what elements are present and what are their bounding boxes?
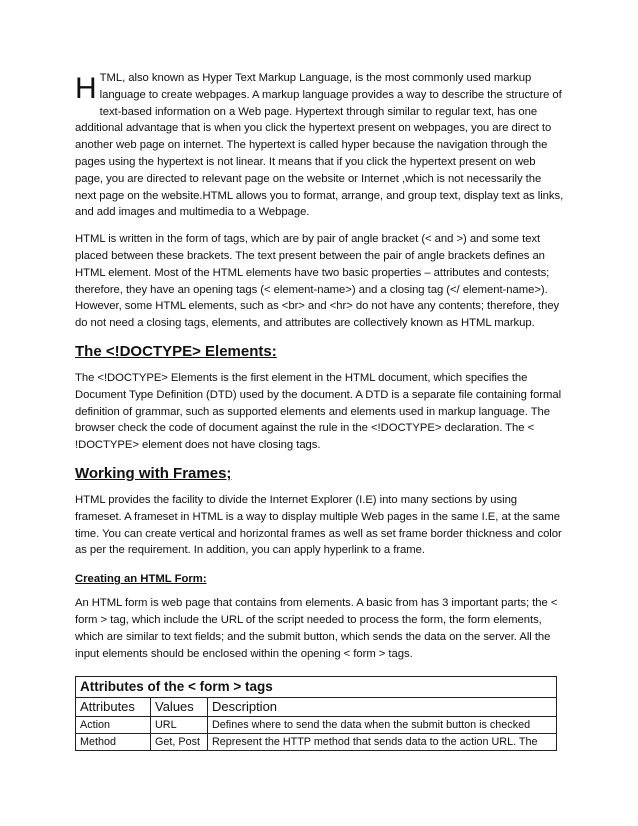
form-heading: Creating an HTML Form: [75, 573, 207, 586]
form-paragraph: An HTML form is web page that contains from elements. A basic from has 3 important parts; the < form > tag, which include the URL of the script needed to process the form, the form elements, which are similar to text fields; and the submit button, which sends the data on the server. All the input elements should be enclosed within the opening < form > tags. [75, 597, 558, 660]
table-title: Attributes of the < form > tags [76, 677, 557, 698]
column-header: Description [208, 698, 557, 717]
doctype-heading: The <!DOCTYPE> Elements: [75, 342, 277, 360]
table-row [76, 734, 557, 751]
table-cell: URL [151, 717, 208, 734]
intro-text: TML, also known as Hyper Text Markup Language, is the most commonly used markup language to create webpages. A markup language provides a way to describe the structure of text-based information on a Web page. Hypertext through similar to regular text, has one additional advantage that is when you click the hypertext present on webpages, you are direct to another web page on internet. The hypertext is called hyper because the navigation through the pages using the hypertext is not linear. It means that if you click the hypertext present on web page, you are directed to relevant page on the website or Internet ,which is not necessarily the next page on the website.HTML allows you to format, arrange, and group text, display text as links, and add images and multimedia to a Webpage. [75, 72, 564, 219]
drop-cap: H [75, 72, 97, 105]
table-cell: Get, Post [151, 734, 208, 751]
doctype-paragraph: The <!DOCTYPE> Elements is the first element in the HTML document, which specifies the Document Type Definition (DTD) used by the document. A DTD is a separate file containing formal definition of grammar, such as supported elements and elements used in markup language. The browser check the code of document against the rule in the <!DOCTYPE> declaration. The < !DOCTYPE> element does not have closing tags. [75, 371, 562, 452]
table-row [76, 717, 557, 734]
column-header: Attributes [76, 698, 151, 717]
table-cell: Method [76, 734, 151, 751]
table-cell: Represent the HTTP method that sends data to the action URL. The [208, 734, 557, 751]
frames-paragraph: HTML provides the facility to divide the Internet Explorer (I.E) into many sections by using frameset. A frameset in HTML is a way to display multiple Web pages in the same I.E, at the same time. You can create vertical and horizontal frames as well as set frame border thickness and color as per the requirement. In addition, you can apply hyperlink to a frame. [75, 493, 562, 557]
column-header: Values [151, 698, 208, 717]
table-header-row [76, 698, 557, 717]
table-cell: Action [76, 717, 151, 734]
frames-heading: Working with Frames; [75, 464, 232, 482]
intro-paragraph [75, 70, 565, 221]
table-cell: Defines where to send the data when the submit button is checked [208, 717, 557, 734]
form-attributes-table [75, 676, 557, 751]
tags-paragraph: HTML is written in the form of tags, which are by pair of angle bracket (< and >) and some text placed between these brackets. The text present between the pair of angle brackets defines an HTML element. Most of the HTML elements have two basic properties – attributes and contests; therefore, they have an opening tags (< element-name>) and a closing tag (</ element-name>). However, some HTML elements, such as <br> and <hr> do not have any contents; therefore, they do not need a closing tags, elements, and attributes are collectively known as HTML markup. [75, 233, 560, 330]
table-title-row [76, 677, 557, 698]
document-page [75, 70, 565, 751]
